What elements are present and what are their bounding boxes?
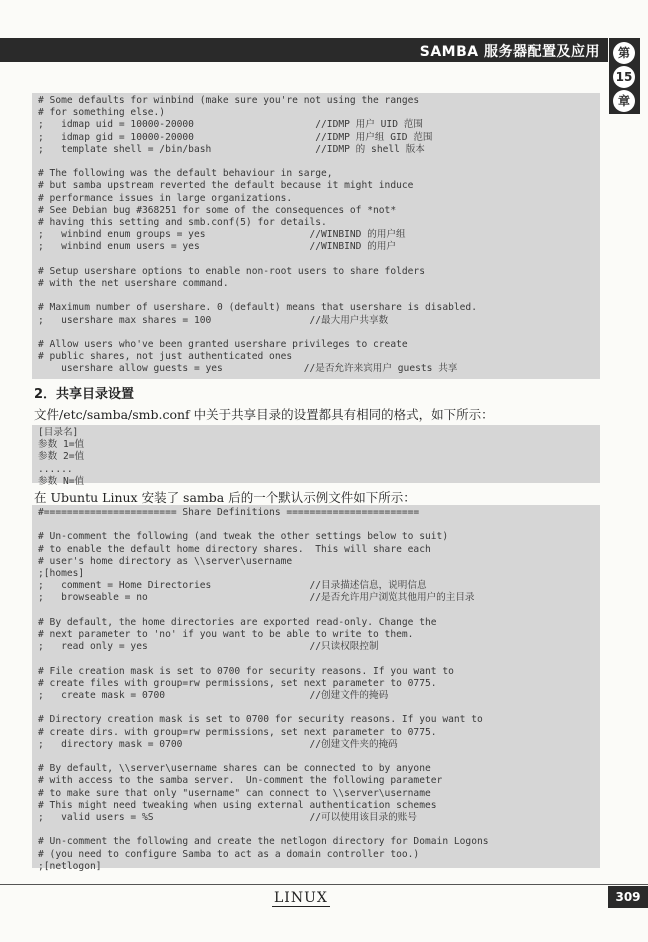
code-block-winbind <box>32 93 600 379</box>
code-block-share-definitions <box>32 505 600 872</box>
chapter-tab <box>609 38 640 114</box>
section-heading: 2．共享目录设置 <box>34 387 135 402</box>
code-text: # Some defaults for winbind (make sure you're not using the ranges # for something else.) ; idmap uid = 10000-20000 //IDMP 用户 UID 范围 ; idmap gid = 10000-20000 //IDMP 用户组 GID 范围 ; template shell = /bin/bash //IDMP 的 shell 版本 # The following was the default behaviour in sarge, # but samba upstream reverted the default because it might induce # performance issues in large organizations. # See Debian bug #368251 for some of the consequences of *not* # having this setting and smb.conf(5) for details. ; winbind enum groups = yes //WINBIND 的用户组 ; winbind enum users = yes //WINBIND 的用户 # Setup usershare options to enable non-root users to share folders # with the net usershare command. # Maximum number of usershare. 0 (default) means that usershare is disabled. ; usershare max shares = 100 //最大用户共享数 # Allow users who've been granted usershare privileges to create # public shares, not just authenticated ones usershare allow guests = yes //是否允许来宾用户 guests 共享 <box>38 95 477 375</box>
footer-rule <box>0 884 648 885</box>
page-header-bar <box>0 38 608 62</box>
code-text: #======================= Share Definitions ======================= # Un-comment the following (and tweak the other settings below to suit) # to enable the default home directory shares. This will share each # user's home directory as \\server\username ;[homes] ; comment = Home Directories //目录描述信息，说明信息 ; browseable = no //是否允许用户浏览其他用户的主目录 # By default, the home directories are exported read-only. Change the # next parameter to 'no' if you want to be able to write to them. ; read only = yes //只读权限控制 # File creation mask is set to 0700 for security reasons. If you want to # create files with group=rw permissions, set next parameter to 0775. ; create mask = 0700 //创建文件的掩码 # Directory creation mask is set to 0700 for security reasons. If you want to # create dirs. with group=rw permissions, set next parameter to 0775. ; directory mask = 0700 //创建文件夹的掩码 # By default, \\server\username shares can be connected to by anyone # with access to the samba server. Un-comment the following parameter # to make sure that only "username" can connect to \\server\username # This might need tweaking when using external authentication schemes ; valid users = %S //可以使用该目录的账号 # Un-comment the following and create the netlogon directory for Domain Logons # (you need to configure Samba to act as a domain controller too.) ;[netlogon] <box>38 507 489 872</box>
chapter-prefix: 第 <box>613 42 635 64</box>
chapter-number: 15 <box>613 66 635 88</box>
page-header-title: SAMBA 服务器配置及应用 <box>419 44 600 60</box>
footer-logo: LINUX <box>274 890 328 906</box>
code-text: [目录名] 参数 1=值 参数 2=值 ...... 参数 N=值 <box>38 427 85 487</box>
paragraph-ubuntu-example: 在 Ubuntu Linux 安装了 samba 后的一个默认示例文件如下所示： <box>34 490 416 505</box>
code-block-format <box>32 425 600 487</box>
chapter-suffix: 章 <box>613 90 635 112</box>
paragraph-share-format: 文件/etc/samba/smb.conf 中关于共享目录的设置都具有相同的格式，如下所示： <box>34 407 494 422</box>
page-number: 309 <box>608 886 648 908</box>
